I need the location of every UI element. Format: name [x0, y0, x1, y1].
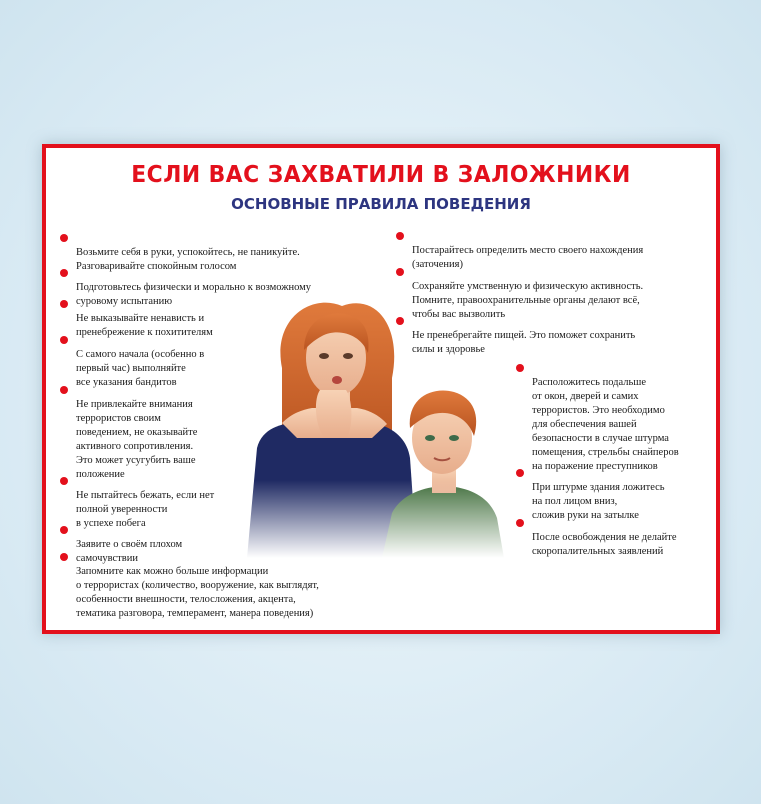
- rule-item: Не пренебрегайте пищей. Это поможет сохранить силы и здоровье: [396, 315, 635, 357]
- poster-title: ЕСЛИ ВАС ЗАХВАТИЛИ В ЗАЛОЖНИКИ: [131, 162, 631, 188]
- rule-item: После освобождения не делайте скоропалительных заявлений: [516, 517, 677, 559]
- rule-item: Не привлекайте внимания террористов своим поведением, не оказывайте активного сопротивления. Это может усугубить ваше положение: [60, 384, 197, 482]
- rule-item: Не пытайтесь бежать, если нет полной уверенности в успехе побега: [60, 475, 214, 531]
- bullet-icon: [60, 234, 68, 242]
- bullet-icon: [60, 386, 68, 394]
- poster-subtitle: ОСНОВНЫЕ ПРАВИЛА ПОВЕДЕНИЯ: [231, 195, 531, 213]
- rule-item: Не выказывайте ненависть и пренебрежение к похитителям: [60, 298, 213, 340]
- rule-item: Сохраняйте умственную и физическую активность. Помните, правоохранительные органы делают всё, чтобы вас вызволить: [396, 266, 643, 322]
- rule-item: С самого начала (особенно в первый час) выполняйте все указания бандитов: [60, 334, 204, 390]
- rule-item: Заявите о своём плохом самочувствии: [60, 524, 182, 566]
- bullet-icon: [60, 300, 68, 308]
- rule-item: Подготовьтесь физически и морально к возможному суровому испытанию: [60, 267, 311, 309]
- bullet-icon: [60, 336, 68, 344]
- bullet-icon: [516, 364, 524, 372]
- rule-item: Постарайтесь определить место своего нахождения (заточения): [396, 230, 643, 272]
- bullet-icon: [516, 519, 524, 527]
- bullet-icon: [396, 232, 404, 240]
- bullet-icon: [60, 269, 68, 277]
- bullet-icon: [60, 553, 68, 561]
- rule-item: Расположитесь подальше от окон, дверей и самих террористов. Это необходимо для обеспечения вашей безопасности в случае штурма помещения, стрельбы снайперов на поражение преступников: [516, 362, 679, 474]
- rule-item: Возьмите себя в руки, успокойтесь, не паникуйте. Разговаривайте спокойным голосом: [60, 232, 300, 274]
- bullet-icon: [60, 477, 68, 485]
- bullet-icon: [516, 469, 524, 477]
- bullet-icon: [396, 268, 404, 276]
- rule-item: Запомните как можно больше информации о террористах (количество, вооружение, как выглядят, особенности внешности, телосложения, акцента, тематика разговора, темперамент, манера поведения): [60, 551, 319, 621]
- rule-item: При штурме здания ложитесь на пол лицом вниз, сложив руки на затылке: [516, 467, 665, 523]
- bullet-icon: [60, 526, 68, 534]
- bullet-icon: [396, 317, 404, 325]
- poster: [42, 144, 720, 634]
